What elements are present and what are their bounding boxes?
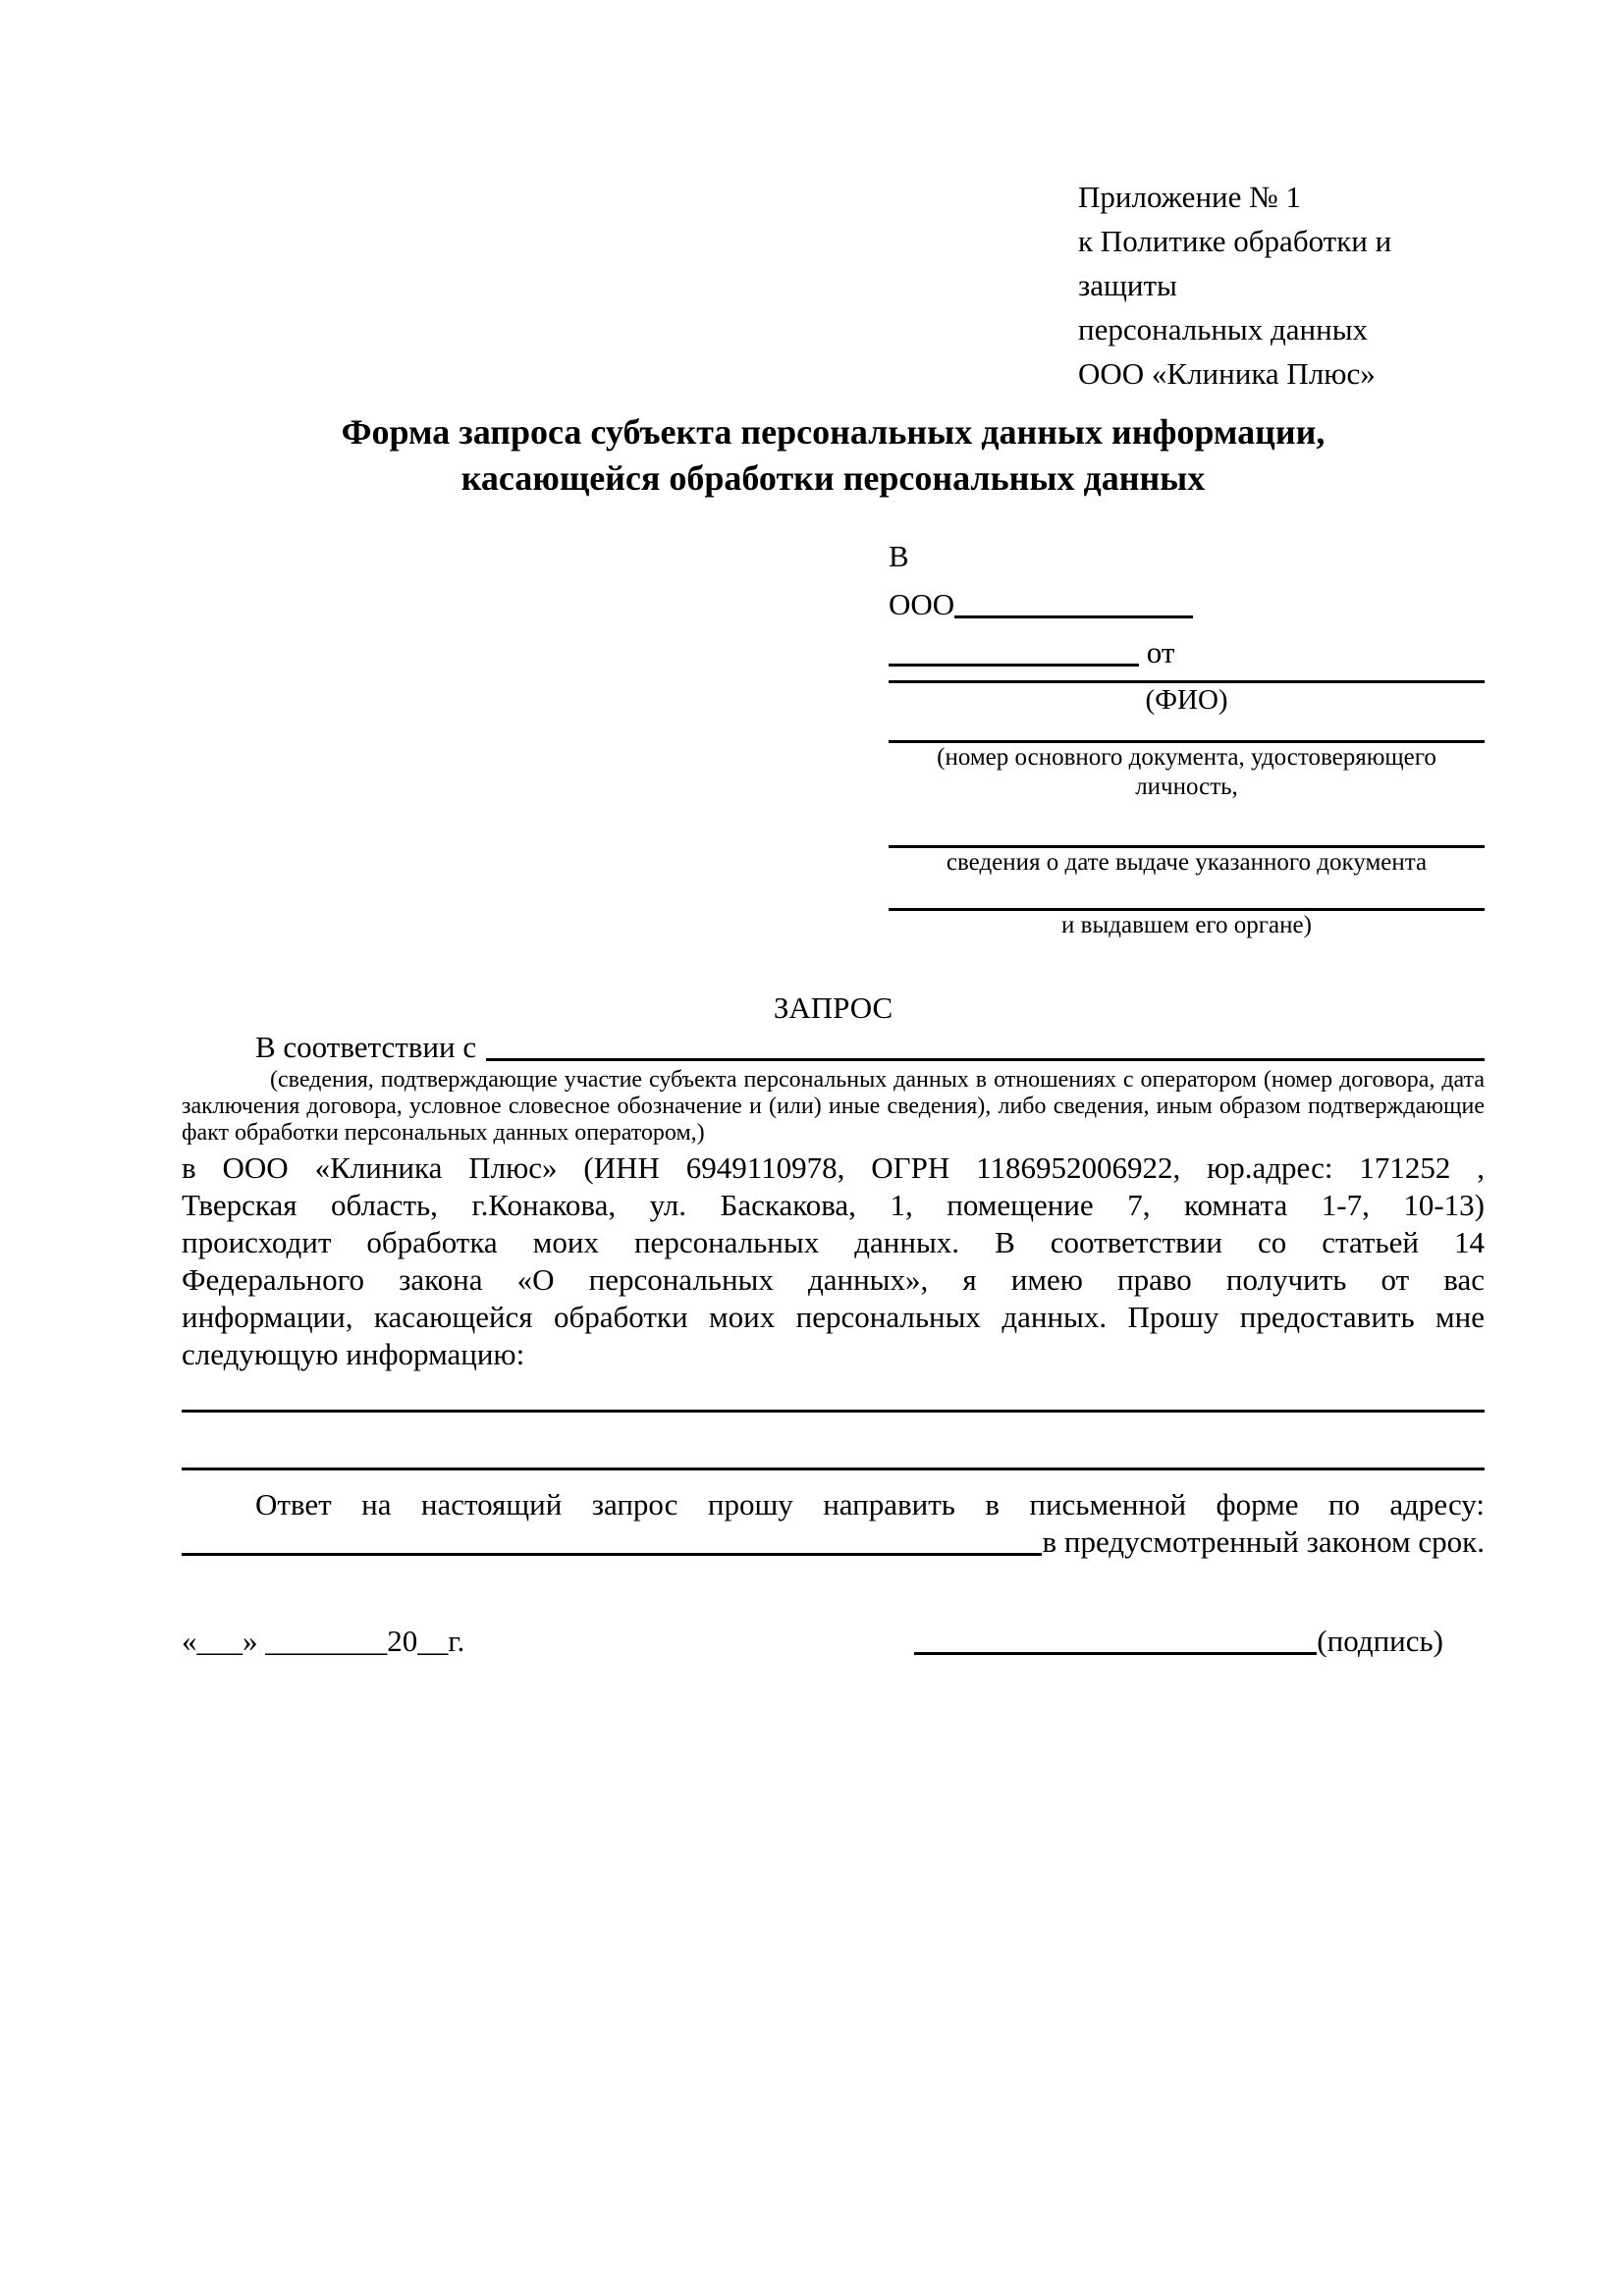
body-line: происходит обработка моих персональных данных. В соответствии со статьей 14 bbox=[182, 1225, 1485, 1259]
body-line: Федерального закона «О персональных данных», я имею право получить от вас bbox=[182, 1262, 1485, 1297]
signature-block bbox=[914, 1623, 1443, 1660]
intro-line bbox=[182, 1029, 1485, 1066]
addressee-to: В bbox=[889, 539, 909, 573]
organization-name-blank bbox=[954, 582, 1193, 618]
organization-name-blank-2 bbox=[889, 630, 1139, 667]
information-blank-line-2 bbox=[182, 1468, 1485, 1470]
body-line: следующую информацию: bbox=[182, 1337, 525, 1371]
request-heading: ЗАПРОС bbox=[773, 990, 893, 1025]
form-title-line: касающейся обработки персональных данных bbox=[460, 458, 1206, 498]
document-number-caption: (номер основного документа, удостоверяющего личность, bbox=[937, 744, 1436, 800]
addressee-from-line bbox=[889, 626, 1485, 674]
appendix-line: Приложение № 1 bbox=[1078, 180, 1301, 214]
body-line: информации, касающейся обработки моих персональных данных. Прошу предоставить мне bbox=[182, 1300, 1485, 1334]
information-blank-line-1 bbox=[182, 1410, 1485, 1413]
appendix-line: к Политике обработки и защиты bbox=[1078, 224, 1392, 302]
body-line: в ООО «Клиника Плюс» (ИНН 6949110978, ОГРН 1186952006922, юр.адрес: 171252 , bbox=[182, 1150, 1485, 1185]
form-title bbox=[182, 409, 1485, 502]
appendix-line: ООО «Клиника Плюс» bbox=[1078, 356, 1376, 391]
fio-caption: (ФИО) bbox=[1145, 684, 1228, 716]
basis-blank-line bbox=[486, 1058, 1485, 1061]
form-title-line: Форма запроса субъекта персональных данных информации, bbox=[341, 412, 1326, 452]
from-label: от bbox=[1146, 635, 1175, 669]
reply-address-blank bbox=[182, 1553, 1042, 1556]
reply-sentence: Ответ на настоящий запрос прошу направить в письменной форме по адресу: bbox=[255, 1487, 1485, 1522]
ooo-label: ООО bbox=[889, 587, 955, 621]
addressee-block bbox=[889, 535, 1485, 940]
reply-suffix: в предусмотренный законом срок. bbox=[1042, 1524, 1485, 1559]
intro-prefix: В соответствии с bbox=[255, 1030, 477, 1064]
appendix-line: персональных данных bbox=[1078, 312, 1369, 347]
fine-print: (сведения, подтверждающие участие субъекта персональных данных в отношениях с оператором (номер договора, дата заключения договора, условное словесное обозначение и (или) иные сведения), либо сведения, иным образом подтверждающие факт обработки персональных данных оператором,) bbox=[182, 1067, 1485, 1146]
signature-caption: (подпись) bbox=[1317, 1624, 1443, 1658]
issuing-authority-caption: и выдавшем его органе) bbox=[1061, 912, 1312, 938]
appendix-block bbox=[1078, 175, 1485, 396]
reply-address-line bbox=[182, 1523, 1485, 1561]
body-line: Тверская область, г.Конакова, ул. Баскакова, 1, помещение 7, комната 1-7, 10-13) bbox=[182, 1188, 1485, 1222]
date-blank: «___» ________20__г. bbox=[182, 1624, 465, 1658]
date-signature-row bbox=[182, 1623, 1485, 1660]
issue-date-caption: сведения о дате выдаче указанного документа bbox=[946, 849, 1428, 876]
request-body bbox=[182, 1149, 1485, 1373]
signature-blank-line bbox=[914, 1652, 1317, 1655]
addressee-ooo-line bbox=[889, 578, 1485, 626]
